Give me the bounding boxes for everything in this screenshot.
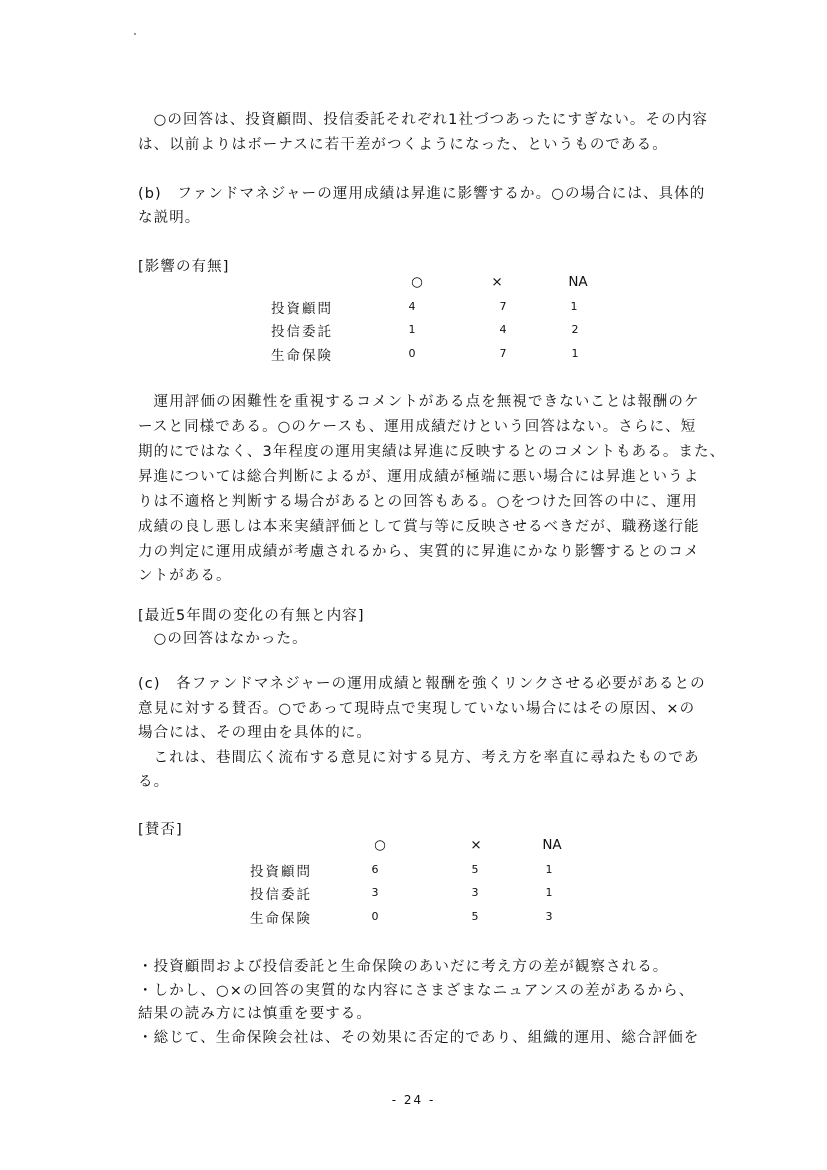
question-b-line-2: な説明。	[138, 210, 201, 226]
question-c-line-2: 意見に対する賛否。○であって現時点で実現していない場合にはその原因、×の	[138, 701, 696, 717]
table1-cell: 7	[499, 300, 507, 313]
para2-line-3: 期的にではなく、3年程度の運用実績は昇進に反映するとのコメントもある。また、	[138, 444, 726, 460]
table2-heading: [賛否]	[138, 822, 183, 838]
page-number: - 24 -	[391, 1093, 436, 1107]
table2-cell: 5	[471, 863, 479, 876]
table1-header-na: NA	[568, 274, 588, 290]
table2-cell: 6	[371, 863, 379, 876]
bullet-line-4: ・総じて、生命保険会社は、その効果に否定的であり、組織的運用、総合評価を	[138, 1030, 700, 1046]
para2-line-8: ントがある。	[138, 568, 232, 584]
table1-row-label: 投資顧問	[271, 301, 333, 317]
table2-row-label: 投信委託	[250, 887, 312, 903]
question-c-line-5: る。	[138, 774, 170, 790]
question-c-line-3: 場合には、その理由を具体的に。	[138, 725, 372, 741]
bullet-line-3: 結果の読み方には慎重を要する。	[138, 1006, 372, 1022]
para2-line-4: 昇進については総合判断によるが、運用成績が極端に悪い場合には昇進というよ	[138, 469, 700, 485]
table2-cell: 3	[371, 886, 379, 899]
para1-line-2: は、以前よりはボーナスに若干差がつくようになった、というものである。	[138, 137, 668, 153]
scan-speck	[134, 33, 136, 35]
bullet-line-1: ・投資顧問および投信委託と生命保険のあいだに考え方の差が観察される。	[138, 959, 669, 975]
table2-header-na: NA	[542, 837, 562, 853]
table2-header-cross: ×	[470, 837, 482, 853]
change-section-heading: [最近5年間の変化の有無と内容]	[138, 608, 365, 624]
table2-row-label: 投資顧問	[250, 864, 312, 880]
question-b-line-1: (b) ファンドマネジャーの運用成績は昇進に影響するか。○の場合には、具体的	[138, 186, 706, 202]
table1-cell: 0	[408, 347, 416, 360]
table1-heading: [影響の有無]	[138, 259, 230, 275]
change-section-text: ○の回答はなかった。	[138, 631, 308, 647]
table1-row-label: 生命保険	[271, 348, 333, 364]
table1-cell: 1	[571, 347, 579, 360]
table1-cell: 4	[499, 323, 507, 336]
bullet-line-2: ・しかし、○×の回答の実質的な内容にさまざまなニュアンスの差があるから、	[138, 983, 695, 999]
table1-cell: 4	[408, 300, 416, 313]
table2-header-circle: ○	[374, 837, 386, 853]
table2-cell: 3	[545, 910, 553, 923]
table1-header-circle: ○	[411, 274, 423, 290]
para2-line-5: りは不適格と判断する場合があるとの回答もある。○をつけた回答の中に、運用	[138, 494, 698, 510]
table2-cell: 0	[371, 910, 379, 923]
table2-cell: 5	[471, 910, 479, 923]
table2-cell: 3	[471, 886, 479, 899]
para1-line-1: ○の回答は、投資顧問、投信委託それぞれ1社づつあったにすぎない。その内容	[138, 112, 708, 128]
para2-line-1: 運用評価の困難性を重視するコメントがある点を無視できないことは報酬のケ	[138, 394, 700, 410]
table1-cell: 7	[499, 347, 507, 360]
para2-line-2: ースと同様である。○のケースも、運用成績だけという回答はない。さらに、短	[138, 419, 697, 435]
table2-cell: 1	[545, 886, 553, 899]
table2-row-label: 生命保険	[250, 911, 312, 927]
table1-row-label: 投信委託	[271, 324, 333, 340]
question-c-line-1: (c) 各ファンドマネジャーの運用成績と報酬を強くリンクさせる必要があるとの	[138, 676, 706, 692]
question-c-line-4: これは、巷間広く流布する意見に対する見方、考え方を率直に尋ねたものであ	[138, 750, 700, 766]
table1-cell: 2	[571, 323, 579, 336]
table2-cell: 1	[545, 863, 553, 876]
table1-cell: 1	[408, 323, 416, 336]
table1-cell: 1	[570, 300, 578, 313]
table1-header-cross: ×	[491, 274, 503, 290]
para2-line-7: 力の判定に運用成績が考慮されるから、実質的に昇進にかなり影響するとのコメ	[138, 544, 700, 560]
para2-line-6: 成績の良し悪しは本来実績評価として賞与等に反映させるべきだが、職務遂行能	[138, 519, 700, 535]
